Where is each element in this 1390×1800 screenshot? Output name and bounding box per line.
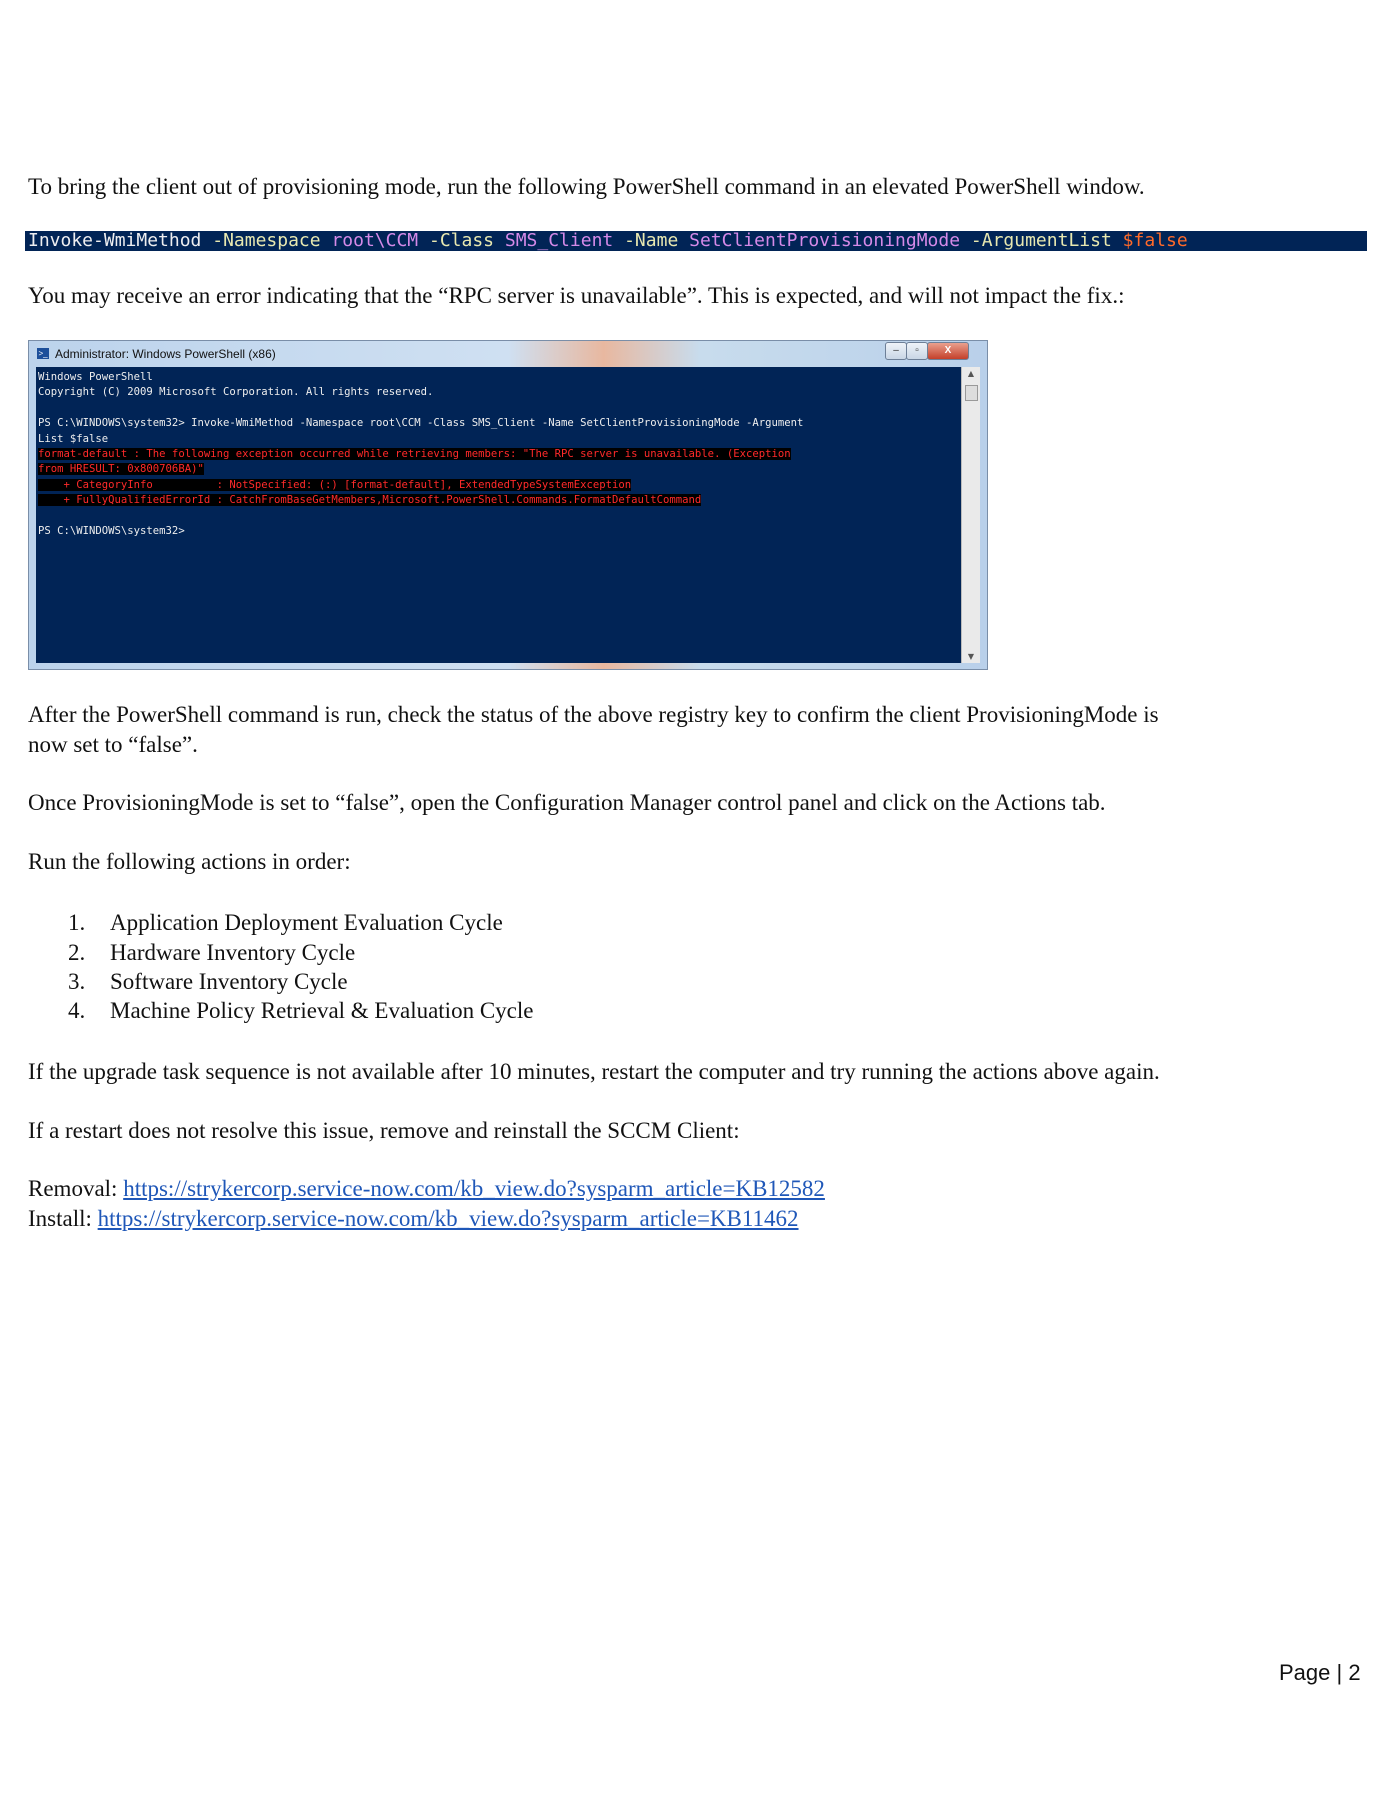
value: SetClientProvisioningMode bbox=[689, 231, 961, 251]
maximize-icon: ▫ bbox=[906, 342, 928, 360]
list-number: 1. bbox=[68, 910, 86, 935]
param: -Class bbox=[429, 231, 495, 251]
command-block bbox=[25, 231, 1367, 251]
after-text-1: After the PowerShell command is run, check the status of the above registry key to confirm the client ProvisioningMode is bbox=[28, 702, 1159, 727]
list-item bbox=[68, 908, 503, 938]
error-line: + FullyQualifiedErrorId : CatchFromBaseGetMembers,Microsoft.PowerShell.Commands.FormatDefaultCommand bbox=[38, 494, 702, 507]
install-label: Install: bbox=[28, 1206, 98, 1231]
restart-text: If a restart does not resolve this issue, remove and reinstall the SCCM Client: bbox=[28, 1118, 740, 1143]
window-title: Administrator: Windows PowerShell (x86) bbox=[55, 347, 276, 361]
terminal-line: Windows PowerShell bbox=[38, 371, 153, 383]
list-number: 2. bbox=[68, 940, 86, 965]
intro-text: To bring the client out of provisioning mode, run the following PowerShell command in an elevated PowerShell window. bbox=[28, 174, 1145, 199]
run-text: Run the following actions in order: bbox=[28, 849, 351, 874]
removal-label: Removal: bbox=[28, 1176, 124, 1201]
list-item bbox=[68, 996, 533, 1026]
scroll-down-icon: ▼ bbox=[967, 652, 975, 661]
terminal-output bbox=[36, 367, 961, 663]
list-item bbox=[68, 967, 348, 997]
error-note: You may receive an error indicating that the “RPC server is unavailable”. This is expected, and will not impact the fix.: bbox=[28, 283, 1125, 308]
terminal-line: List $false bbox=[38, 432, 109, 445]
list-text: Hardware Inventory Cycle bbox=[110, 940, 356, 965]
value: SMS_Client bbox=[504, 231, 614, 251]
minimize-icon: – bbox=[885, 342, 907, 360]
close-icon: X bbox=[927, 342, 969, 360]
error-line: + CategoryInfo : NotSpecified: (:) [format-default], ExtendedTypeSystemException bbox=[38, 478, 632, 491]
install-link[interactable]: https://strykercorp.service-now.com/kb_view.do?sysparm_article=KB11462 bbox=[97, 1206, 799, 1231]
scroll-up-icon: ▲ bbox=[967, 369, 975, 378]
param: -Name bbox=[624, 231, 679, 251]
removal-line bbox=[28, 1174, 825, 1204]
list-text: Machine Policy Retrieval & Evaluation Cycle bbox=[110, 998, 534, 1023]
after-text-2: now set to “false”. bbox=[28, 732, 198, 757]
list-number: 4. bbox=[68, 998, 86, 1023]
title-bar bbox=[29, 341, 987, 367]
error-line: from HRESULT: 0x800706BA)" bbox=[38, 463, 204, 476]
terminal-line: PS C:\WINDOWS\system32> Invoke-WmiMethod -Namespace root\CCM -Class SMS_Client -Name SetClientProvisioningMode -Argument bbox=[38, 417, 804, 430]
value: $false bbox=[1122, 231, 1188, 251]
powershell-screenshot bbox=[28, 340, 988, 670]
install-line bbox=[28, 1204, 799, 1234]
terminal-line: Copyright (C) 2009 Microsoft Corporation. All rights reserved. bbox=[38, 386, 434, 399]
param: -ArgumentList bbox=[970, 231, 1112, 251]
upgrade-text: If the upgrade task sequence is not available after 10 minutes, restart the computer and try running the actions above again. bbox=[28, 1059, 1160, 1084]
cmdlet: Invoke-WmiMethod bbox=[28, 231, 202, 251]
param: -Namespace bbox=[212, 231, 321, 251]
powershell-icon: >_ bbox=[38, 349, 48, 358]
list-text: Software Inventory Cycle bbox=[110, 969, 348, 994]
removal-link[interactable]: https://strykercorp.service-now.com/kb_view.do?sysparm_article=KB12582 bbox=[123, 1176, 825, 1201]
scrollbar bbox=[961, 367, 980, 663]
list-item bbox=[68, 938, 355, 968]
list-text: Application Deployment Evaluation Cycle bbox=[110, 910, 503, 935]
value: root\CCM bbox=[331, 231, 419, 251]
page-number: Page | 2 bbox=[1279, 1660, 1361, 1685]
error-line: format-default : The following exception occurred while retrieving members: "The RPC server is unavailable. (Exception bbox=[38, 448, 791, 461]
once-text: Once ProvisioningMode is set to “false”, open the Configuration Manager control panel and click on the Actions tab. bbox=[28, 790, 1106, 815]
terminal-line bbox=[38, 401, 959, 416]
terminal-prompt: PS C:\WINDOWS\system32> bbox=[38, 525, 185, 538]
scroll-thumb bbox=[965, 385, 978, 401]
list-number: 3. bbox=[68, 969, 86, 994]
